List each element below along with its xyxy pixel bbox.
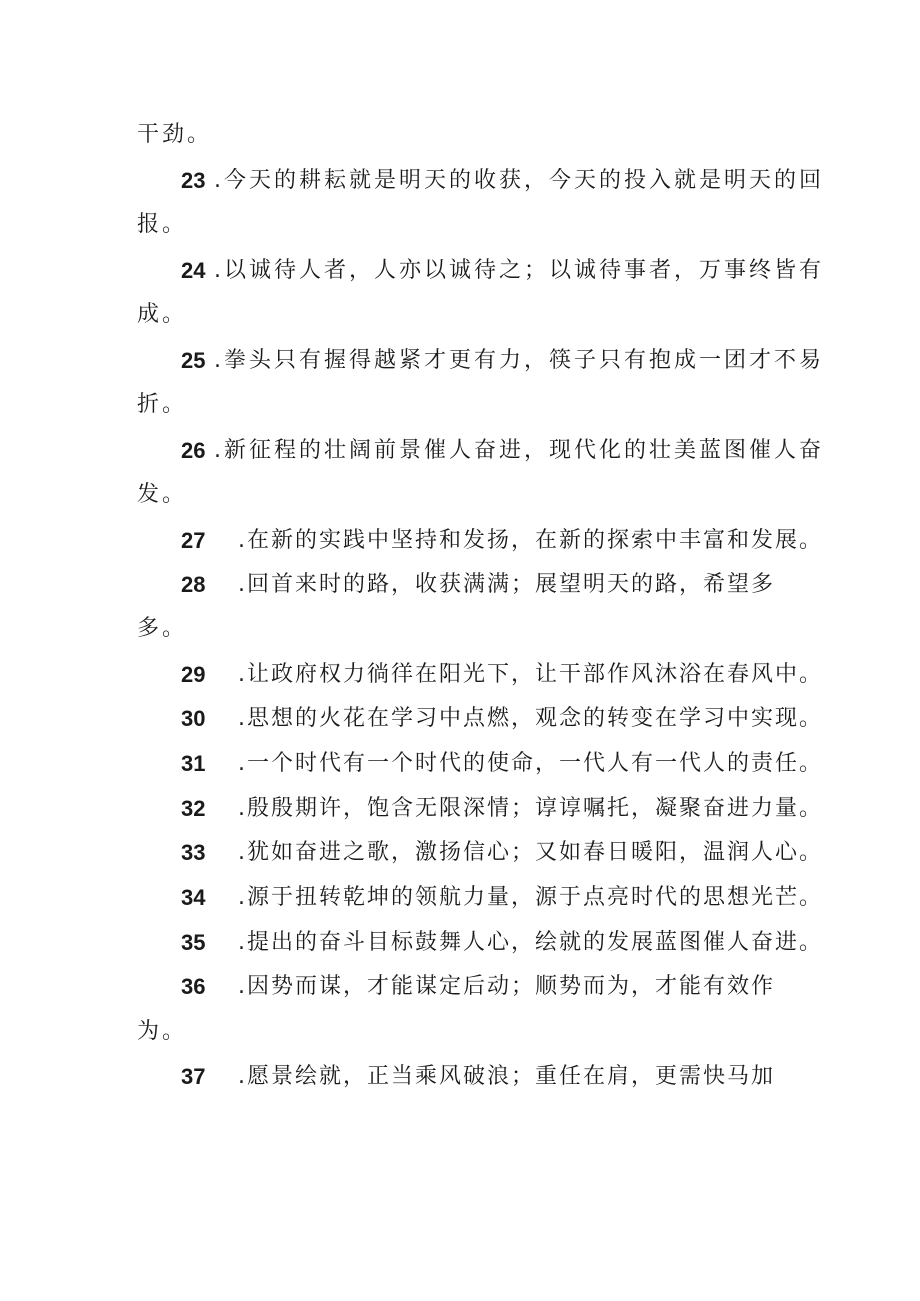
item-number: 34 xyxy=(181,885,206,910)
item-number: 36 xyxy=(181,974,206,999)
continuation-text: 报。 xyxy=(137,212,188,237)
item-number: 33 xyxy=(181,840,206,865)
item-text: .因势而谋，才能谋定后动；顺势而为，才能有效作 xyxy=(238,974,775,999)
item-number: 28 xyxy=(181,572,206,597)
item-text: .殷殷期许，饱含无限深情；谆谆嘱托，凝聚奋进力量。 xyxy=(238,796,823,821)
item-number: 31 xyxy=(181,751,206,776)
item-text: .提出的奋斗目标鼓舞人心，绘就的发展蓝图催人奋进。 xyxy=(238,930,823,955)
continuation-text: 成。 xyxy=(137,302,188,327)
item-text: .思想的火花在学习中点燃，观念的转变在学习中实现。 xyxy=(238,706,823,731)
item-text: .回首来时的路，收获满满；展望明天的路，希望多 xyxy=(238,572,775,597)
item-number: 25 xyxy=(181,348,206,373)
item-number: 35 xyxy=(181,930,206,955)
continuation-text: 干劲。 xyxy=(137,122,213,147)
item-number: 37 xyxy=(181,1064,206,1089)
item-number: 23 xyxy=(181,168,206,193)
continuation-text: 为。 xyxy=(137,1019,188,1044)
item-number: 26 xyxy=(181,438,206,463)
continuation-text: 多。 xyxy=(137,616,188,641)
item-text: .犹如奋进之歌，激扬信心；又如春日暖阳，温润人心。 xyxy=(238,840,823,865)
item-text: .以诚待人者，人亦以诚待之；以诚待事者，万事终皆有 xyxy=(214,258,824,283)
item-text: .拳头只有握得越紧才更有力，筷子只有抱成一团才不易 xyxy=(214,348,824,373)
item-text: .愿景绘就，正当乘风破浪；重任在肩，更需快马加 xyxy=(238,1064,775,1089)
continuation-text: 折。 xyxy=(137,392,188,417)
item-text: .在新的实践中坚持和发扬，在新的探索中丰富和发展。 xyxy=(238,528,823,553)
item-text: .让政府权力徜徉在阳光下，让干部作风沐浴在春风中。 xyxy=(238,662,823,687)
item-text: .今天的耕耘就是明天的收获，今天的投入就是明天的回 xyxy=(214,168,824,193)
item-number: 24 xyxy=(181,258,206,283)
item-text: .一个时代有一个时代的使命，一代人有一代人的责任。 xyxy=(238,751,823,776)
continuation-text: 发。 xyxy=(137,482,188,507)
item-text: .源于扭转乾坤的领航力量，源于点亮时代的思想光芒。 xyxy=(238,885,823,910)
item-number: 29 xyxy=(181,662,206,687)
item-text: .新征程的壮阔前景催人奋进，现代化的壮美蓝图催人奋 xyxy=(214,438,824,463)
item-number: 32 xyxy=(181,796,206,821)
item-number: 30 xyxy=(181,706,206,731)
item-number: 27 xyxy=(181,528,206,553)
